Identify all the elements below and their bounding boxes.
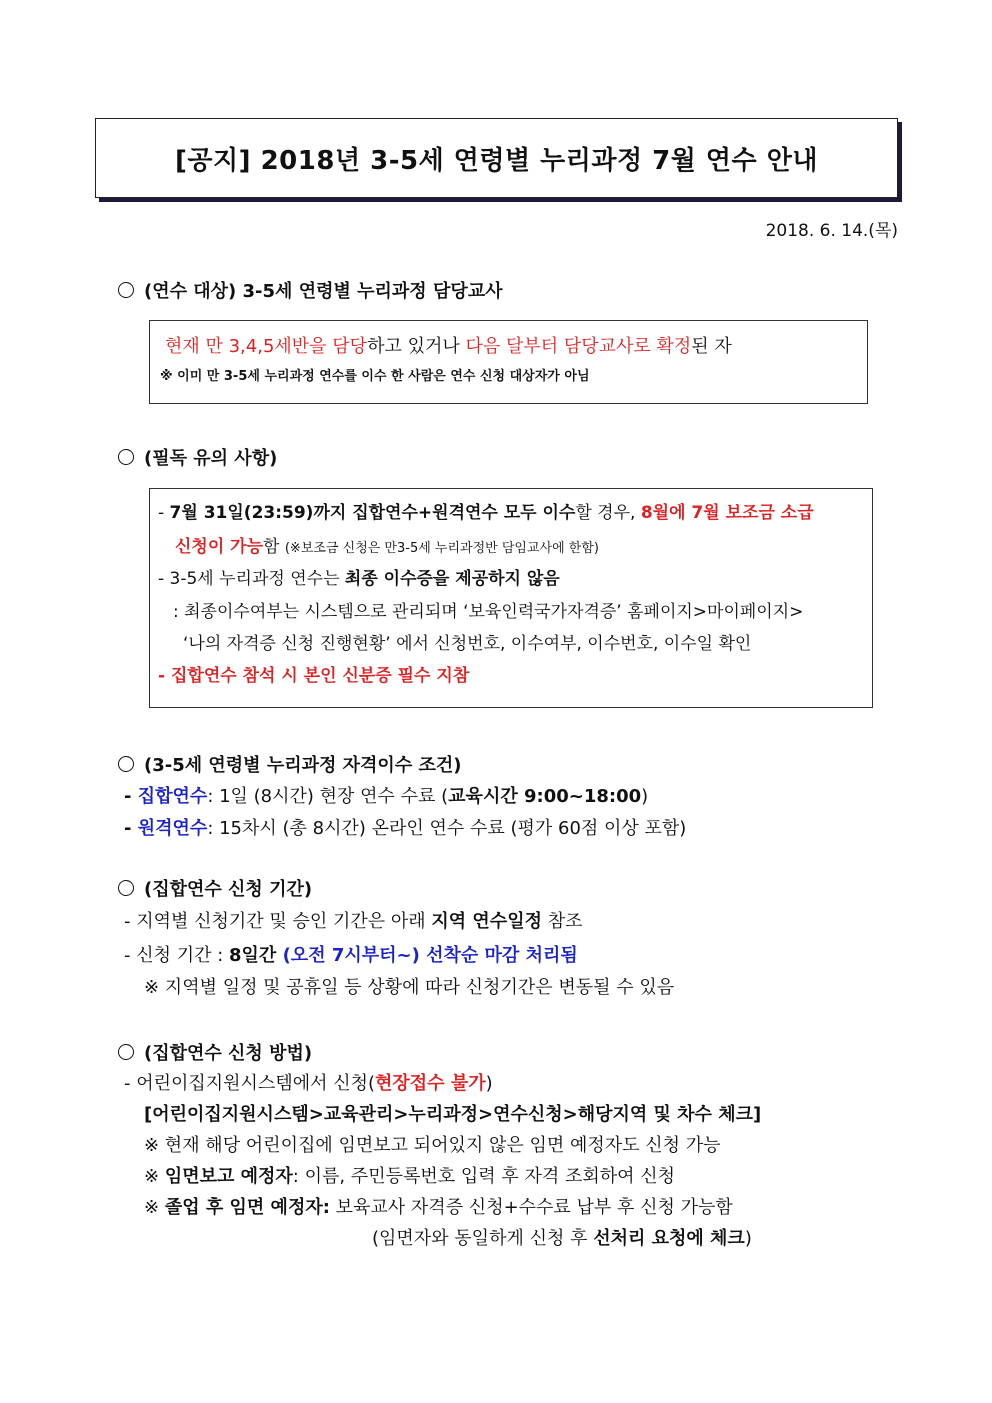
method-line-6: (임면자와 동일하게 신청 후 선처리 요청에 체크) (372, 1228, 752, 1249)
method-line-1: - 어린이집지원시스템에서 신청(현장접수 불가) (124, 1073, 493, 1094)
method-line-5: ※ 졸업 후 임면 예정자: 보육교사 자격증 신청+수수료 납부 후 신청 가능함 (144, 1197, 733, 1218)
section-period-heading: (집합연수 신청 기간) (118, 877, 312, 903)
notice-date: 2018. 6. 14.(목) (765, 221, 898, 241)
qualification-line-2: - 원격연수: 15차시 (총 8시간) 온라인 연수 수료 (평가 60점 이상 포함) (124, 818, 687, 839)
section-notice-heading: (필독 유의 사항) (118, 446, 277, 472)
circle-bullet-icon (118, 1044, 134, 1060)
method-line-3: ※ 현재 해당 어린이집에 임면보고 되어있지 않은 임면 예정자도 신청 가능 (144, 1135, 721, 1156)
notice-line-5: ‘나의 자격증 신청 진행현황’ 에서 신청번호, 이수여부, 이수번호, 이수일 확인 (183, 634, 752, 654)
target-line-2: ※ 이미 만 3-5세 누리과정 연수를 이수 한 사람은 연수 신청 대상자가 아님 (160, 369, 590, 384)
period-line-3: ※ 지역별 일정 및 공휴일 등 상황에 따라 신청기간은 변동될 수 있음 (144, 977, 675, 998)
method-line-4: ※ 임면보고 예정자: 이름, 주민등록번호 입력 후 자격 조회하여 신청 (144, 1166, 676, 1187)
notice-line-2: 신청이 가능함 (※보조금 신청은 만3-5세 누리과정반 담임교사에 한함) (175, 537, 599, 557)
circle-bullet-icon (118, 880, 134, 896)
notice-line-6: - 집합연수 참석 시 본인 신분증 필수 지참 (158, 666, 470, 686)
notice-line-1: - 7월 31일(23:59)까지 집합연수+원격연수 모두 이수할 경우, 8월에 7월 보조금 소급 (158, 503, 814, 523)
circle-bullet-icon (118, 449, 134, 465)
notice-line-4: : 최종이수여부는 시스템으로 관리되며 ‘보육인력국가자격증’ 홈페이지>마이페이지> (173, 602, 804, 622)
target-box (149, 320, 868, 404)
section-qualification-heading: (3-5세 연령별 누리과정 자격이수 조건) (118, 753, 461, 779)
method-line-2: [어린이집지원시스템>교육관리>누리과정>연수신청>해당지역 및 차수 체크] (144, 1104, 762, 1125)
circle-bullet-icon (118, 282, 134, 298)
notice-line-3: - 3-5세 누리과정 연수는 최종 이수증을 제공하지 않음 (158, 569, 560, 589)
target-line-1: 현재 만 3,4,5세반을 담당하고 있거나 다음 달부터 담당교사로 확정된 자 (165, 336, 732, 357)
title-box (95, 118, 898, 198)
section-method-heading: (집합연수 신청 방법) (118, 1041, 312, 1067)
section-target-heading: (연수 대상) 3-5세 연령별 누리과정 담당교사 (118, 279, 503, 305)
page-title: [공지] 2018년 3-5세 연령별 누리과정 7월 연수 안내 (175, 145, 818, 176)
qualification-line-1: - 집합연수: 1일 (8시간) 현장 연수 수료 (교육시간 9:00~18:00) (124, 786, 649, 807)
period-line-1: - 지역별 신청기간 및 승인 기간은 아래 지역 연수일정 참조 (124, 911, 583, 932)
circle-bullet-icon (118, 756, 134, 772)
period-line-2: - 신청 기간 : 8일간 (오전 7시부터~) 선착순 마감 처리됨 (124, 945, 578, 966)
